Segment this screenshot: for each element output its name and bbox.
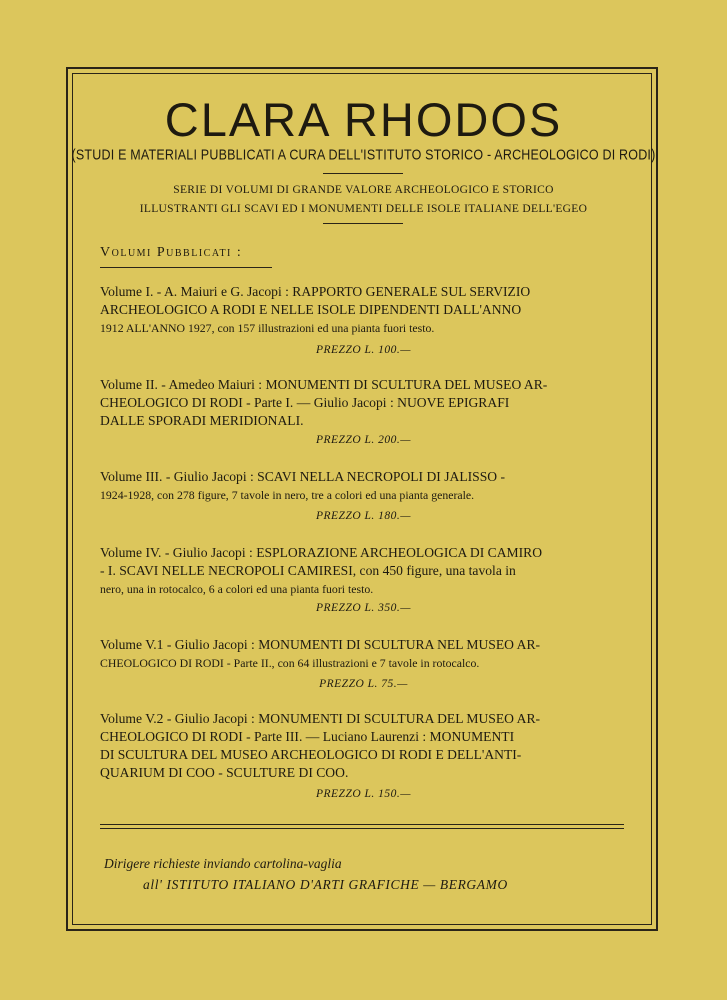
divider-series xyxy=(323,223,403,224)
volume-line: nero, una in rotocalco, 6 a colori ed una pianta fuori testo. xyxy=(100,582,374,596)
volume-price-5-1: PREZZO L. 75.— xyxy=(319,678,408,690)
divider-bottom-1 xyxy=(100,824,624,825)
volume-price-3: PREZZO L. 180.— xyxy=(315,510,412,522)
volume-entry-1 xyxy=(100,283,626,337)
volume-line: ARCHEOLOGICO A RODI E NELLE ISOLE DIPENDENTI DALL'ANNO xyxy=(100,302,522,317)
volume-entry-2 xyxy=(100,376,626,430)
volume-line: DI SCULTURA DEL MUSEO ARCHEOLOGICO DI RODI E DELL'ANTI- xyxy=(100,747,522,762)
volume-entry-5-2 xyxy=(100,710,626,782)
page-subtitle: (STUDI E MATERIALI PUBBLICATI A CURA DELL'ISTITUTO STORICO - ARCHEOLOGICO DI RODI) xyxy=(71,146,656,164)
volume-entry-5-1 xyxy=(100,636,626,672)
page-title: CLARA RHODOS xyxy=(164,93,563,146)
published-heading-underline xyxy=(100,267,272,268)
volume-line: DALLE SPORADI MERIDIONALI. xyxy=(100,413,304,428)
volume-entry-3 xyxy=(100,468,626,504)
divider-bottom-2 xyxy=(100,828,624,829)
volume-line: QUARIUM DI COO - SCULTURE DI COO. xyxy=(100,765,349,780)
volume-line: Volume I. - A. Maiuri e G. Jacopi : RAPPORTO GENERALE SUL SERVIZIO xyxy=(100,284,531,299)
volume-line: 1912 ALL'ANNO 1927, con 157 illustrazioni ed una pianta fuori testo. xyxy=(100,321,435,335)
published-heading: Volumi Pubblicati : xyxy=(100,245,243,260)
series-line-1: SERIE DI VOLUMI DI GRANDE VALORE ARCHEOLOGICO E STORICO xyxy=(173,184,554,196)
volume-line: Volume II. - Amedeo Maiuri : MONUMENTI DI SCULTURA DEL MUSEO AR- xyxy=(100,377,548,392)
divider-top xyxy=(323,173,403,174)
footer-publisher: all' ISTITUTO ITALIANO D'ARTI GRAFICHE — BERGAMO xyxy=(143,877,508,892)
volume-line: Volume V.2 - Giulio Jacopi : MONUMENTI DI SCULTURA DEL MUSEO AR- xyxy=(100,711,541,726)
volume-price-1: PREZZO L. 100.— xyxy=(315,344,412,356)
volume-price-5-2: PREZZO L. 150.— xyxy=(315,788,412,800)
volume-price-2: PREZZO L. 200.— xyxy=(315,434,412,446)
volume-line: Volume IV. - Giulio Jacopi : ESPLORAZIONE ARCHEOLOGICA DI CAMIRO xyxy=(100,545,543,560)
volume-line: Volume III. - Giulio Jacopi : SCAVI NELLA NECROPOLI DI JALISSO - xyxy=(100,469,506,484)
series-line-2: ILLUSTRANTI GLI SCAVI ED I MONUMENTI DELLE ISOLE ITALIANE DELL'EGEO xyxy=(139,203,588,215)
volume-line: CHEOLOGICO DI RODI - Parte I. — Giulio Jacopi : NUOVE EPIGRAFI xyxy=(100,395,510,410)
volume-line: 1924-1928, con 278 figure, 7 tavole in nero, tre a colori ed una pianta generale. xyxy=(100,488,475,502)
volume-line: Volume V.1 - Giulio Jacopi : MONUMENTI DI SCULTURA NEL MUSEO AR- xyxy=(100,637,541,652)
volume-line: - I. SCAVI NELLE NECROPOLI CAMIRESI, con 450 figure, una tavola in xyxy=(100,563,516,578)
volume-entry-4 xyxy=(100,544,626,598)
volume-line: CHEOLOGICO DI RODI - Parte II., con 64 illustrazioni e 7 tavole in rotocalco. xyxy=(100,656,480,670)
volume-line: CHEOLOGICO DI RODI - Parte III. — Luciano Laurenzi : MONUMENTI xyxy=(100,729,515,744)
footer-instructions: Dirigere richieste inviando cartolina-vaglia xyxy=(104,856,342,871)
volume-price-4: PREZZO L. 350.— xyxy=(315,602,412,614)
